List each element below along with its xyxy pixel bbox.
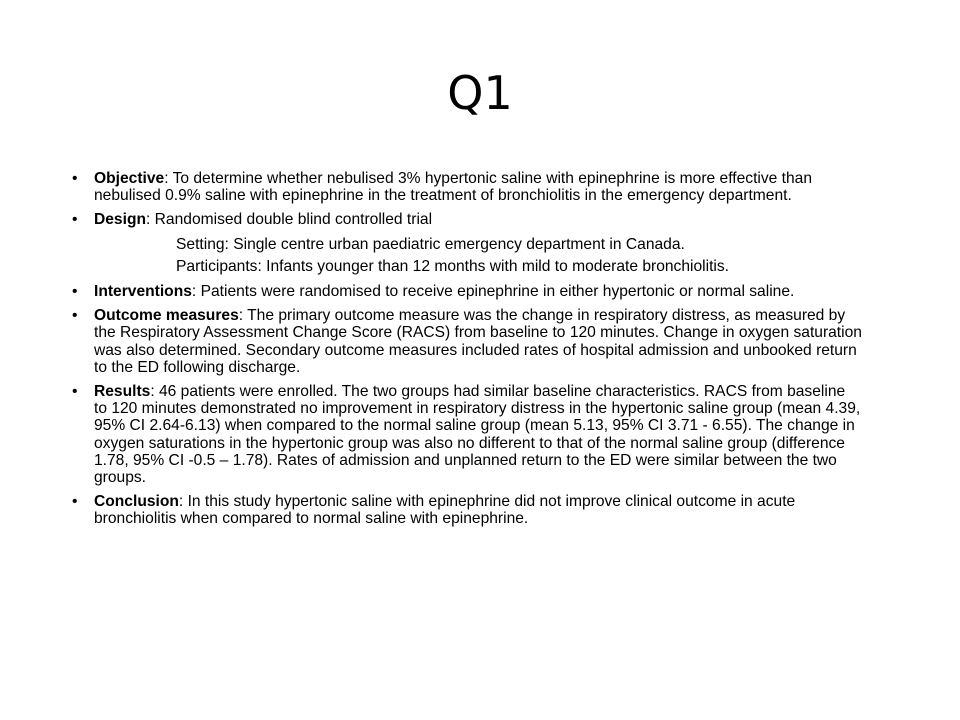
- bullet-design: [72, 211, 862, 275]
- bullet-objective: [72, 170, 862, 204]
- bullet-outcome-measures: [72, 307, 862, 376]
- bullet-heading: Conclusion: [94, 493, 179, 511]
- bullet-results: [72, 383, 862, 486]
- bullet-dot: •: [72, 307, 78, 325]
- bullet-dot: •: [72, 283, 78, 301]
- bullet-heading: Results: [94, 383, 151, 401]
- bullet-heading: Interventions: [94, 283, 192, 301]
- design-setting: Setting: Single centre urban paediatric emergency department in Canada.: [176, 235, 685, 253]
- bullet-text: : In this study hypertonic saline with epinephrine did not improve clinical outcome in acute bronchiolitis when compared to normal saline with epinephrine.: [94, 493, 796, 528]
- slide-body: [72, 170, 862, 535]
- bullet-dot: •: [72, 170, 78, 187]
- bullet-text: : 46 patients were enrolled. The two groups had similar baseline characteristics. RACS from baseline to 120 minutes demonstrated no improvement in respiratory distress in the hypertonic saline group (mean 4.39, 95% CI 2.64-6.13) when compared to the normal saline group (mean 5.13, 95% CI 3.71 - 6.55). The change in oxygen saturations in the hypertonic group was also no different to that of the normal saline group (difference 1.78, 95% CI -0.5 – 1.78). Rates of admission and unplanned return to the ED were similar between the two groups.: [94, 383, 861, 487]
- slide-title: Q1: [447, 66, 513, 120]
- bullet-text: : To determine whether nebulised 3% hypertonic saline with epinephrine is more effective than nebulised 0.9% saline with epinephrine in the treatment of bronchiolitis in the emergency department.: [94, 170, 813, 205]
- bullet-dot: •: [72, 383, 78, 401]
- bullet-dot: •: [72, 493, 78, 511]
- bullet-heading: Design: [94, 211, 146, 229]
- bullet-heading: Objective: [94, 170, 165, 187]
- bullet-text: : Randomised double blind controlled trial: [146, 211, 433, 229]
- bullet-dot: •: [72, 211, 78, 229]
- bullet-heading: Outcome measures: [94, 307, 239, 325]
- bullet-interventions: [72, 283, 862, 300]
- bullet-text: : Patients were randomised to receive epinephrine in either hypertonic or normal saline.: [191, 283, 795, 301]
- design-participants: Participants: Infants younger than 12 months with mild to moderate bronchiolitis.: [176, 257, 729, 275]
- bullet-text: : The primary outcome measure was the change in respiratory distress, as measured by the Respiratory Assessment Change Score (RACS) from baseline to 120 minutes. Change in oxygen saturation was also determined. Secondary outcome measures included rates of hospital admission and unbooked return to the ED following discharge.: [94, 307, 862, 376]
- bullet-conclusion: [72, 493, 862, 527]
